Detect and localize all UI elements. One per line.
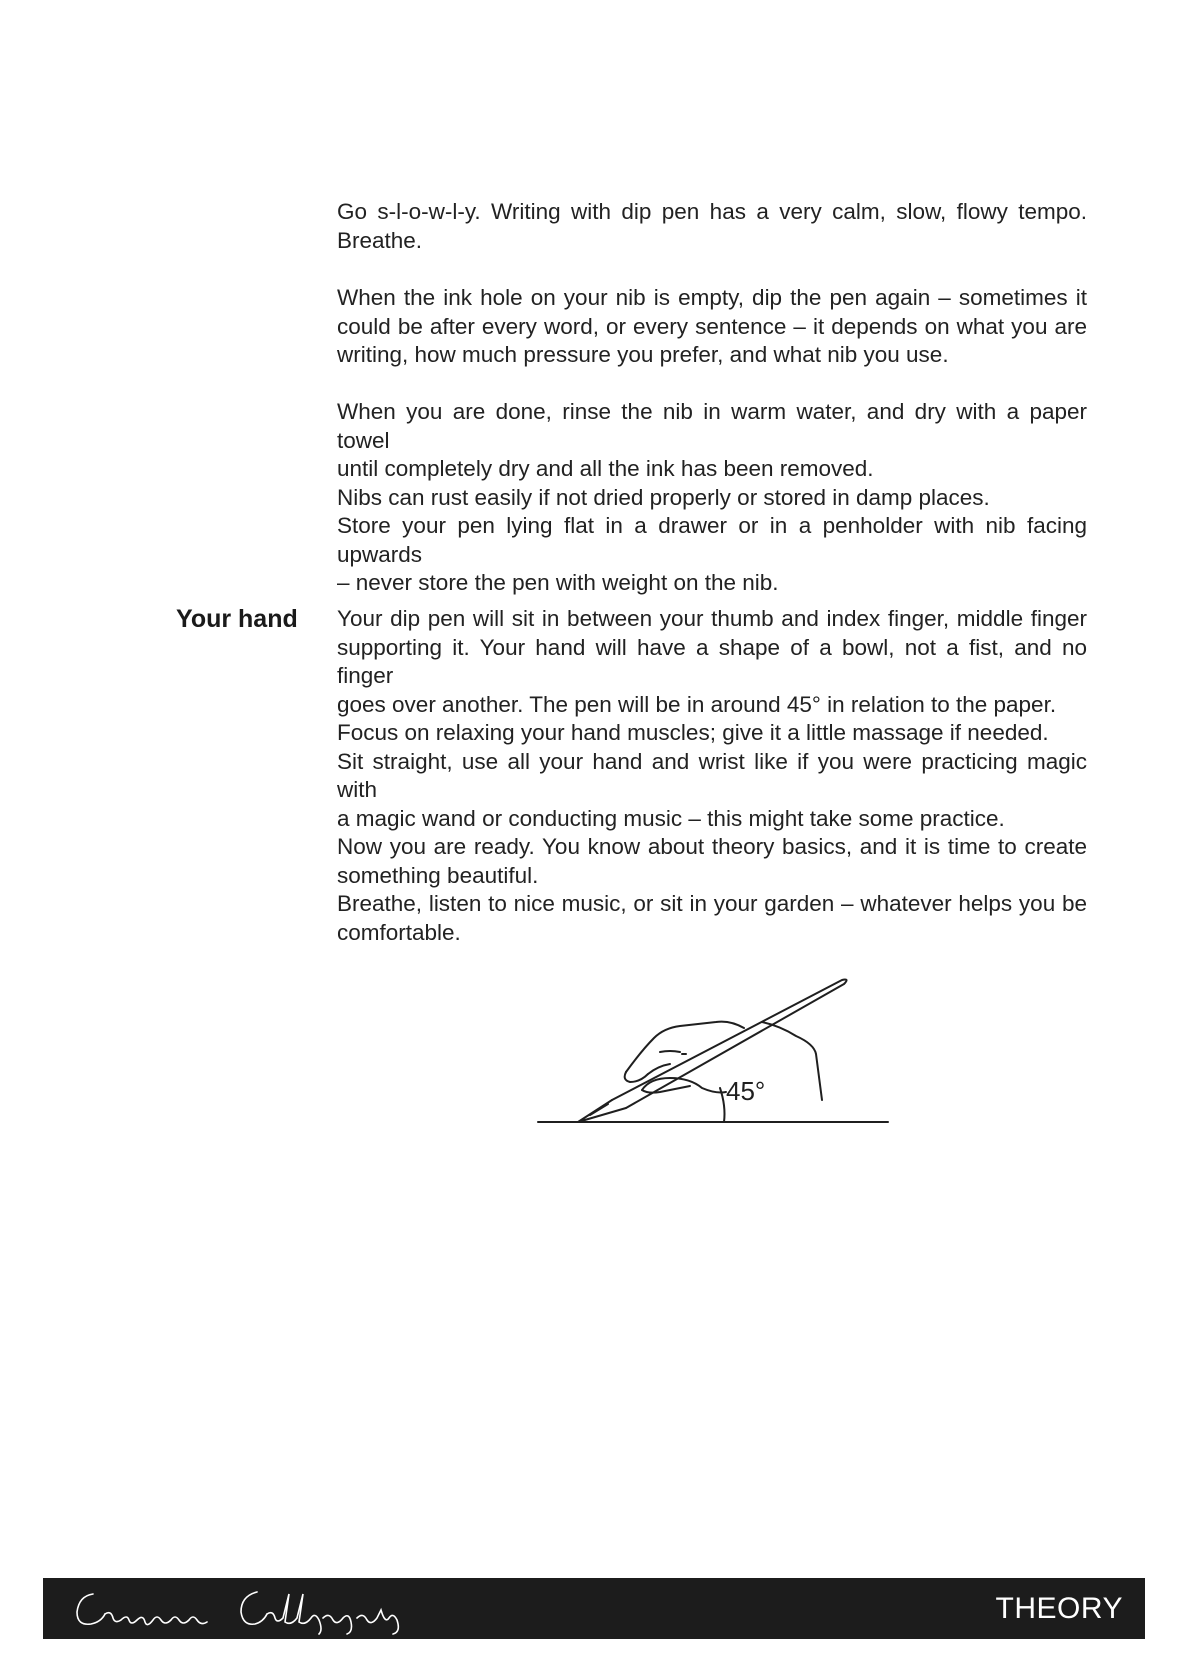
paragraph-line: could be after every word, or every sentence – it depends on what you are <box>337 313 1087 339</box>
paragraph-line: Sit straight, use all your hand and wrist like if you were practicing magic with <box>337 748 1087 802</box>
hand-holding-pen-illustration <box>530 970 900 1130</box>
paragraph-line: supporting it. Your hand will have a shape of a bowl, not a fist, and no finger <box>337 634 1087 688</box>
paragraph-line: writing, how much pressure you prefer, and what nib you use. <box>337 342 949 367</box>
paragraph-line: When you are done, rinse the nib in warm water, and dry with a paper towel <box>337 399 1087 453</box>
hand-back <box>626 1022 744 1072</box>
paragraph-line: something beautiful. <box>337 862 539 888</box>
paragraph-hand-position <box>337 605 1087 719</box>
paragraph-line: until completely dry and all the ink has been removed. <box>337 456 874 481</box>
paragraph-ready <box>337 833 1087 947</box>
thumb <box>642 1078 726 1093</box>
paragraph-line: Now you are ready. You know about theory basics, and it is time to create <box>337 834 1087 859</box>
paragraph-line: a magic wand or conducting music – this might take some practice. <box>337 805 1005 831</box>
wrist <box>762 1022 822 1100</box>
brand-logo <box>71 1584 431 1636</box>
paragraph-line: – never store the pen with weight on the nib. <box>337 570 779 595</box>
paragraph-line: comfortable. <box>337 919 461 945</box>
paragraph-dip-again <box>337 284 1087 370</box>
paragraph-line: Focus on relaxing your hand muscles; give it a little massage if needed. <box>337 720 1049 745</box>
paragraph-line: Breathe. <box>337 227 423 253</box>
paragraph-line: goes over another. The pen will be in around 45° in relation to the paper. <box>337 691 1057 717</box>
paragraph-line: Your dip pen will sit in between your thumb and index finger, middle finger <box>337 606 1087 631</box>
section-label: THEORY <box>995 1592 1123 1625</box>
paragraph-line: Go s-l-o-w-l-y. Writing with dip pen has a very calm, slow, flowy tempo. <box>337 199 1087 224</box>
pen-nib <box>578 1100 626 1122</box>
paragraph-line: Nibs can rust easily if not dried properly or stored in damp places. <box>337 484 990 510</box>
footer-bar <box>43 1578 1145 1639</box>
angle-label: 45° <box>726 1076 766 1106</box>
paragraph-line: Breathe, listen to nice music, or sit in your garden – whatever helps you be <box>337 891 1087 916</box>
paragraph-line: When the ink hole on your nib is empty, dip the pen again – sometimes it <box>337 285 1087 310</box>
paragraph-relax <box>337 719 1087 833</box>
hand-holding-pen-icon <box>530 970 900 1130</box>
paragraph-cleaning <box>337 398 1087 598</box>
paragraph-go-slowly <box>337 198 1087 255</box>
section-heading: Your hand <box>176 605 298 633</box>
paragraph-line: Store your pen lying flat in a drawer or in a penholder with nib facing upwards <box>337 513 1087 567</box>
